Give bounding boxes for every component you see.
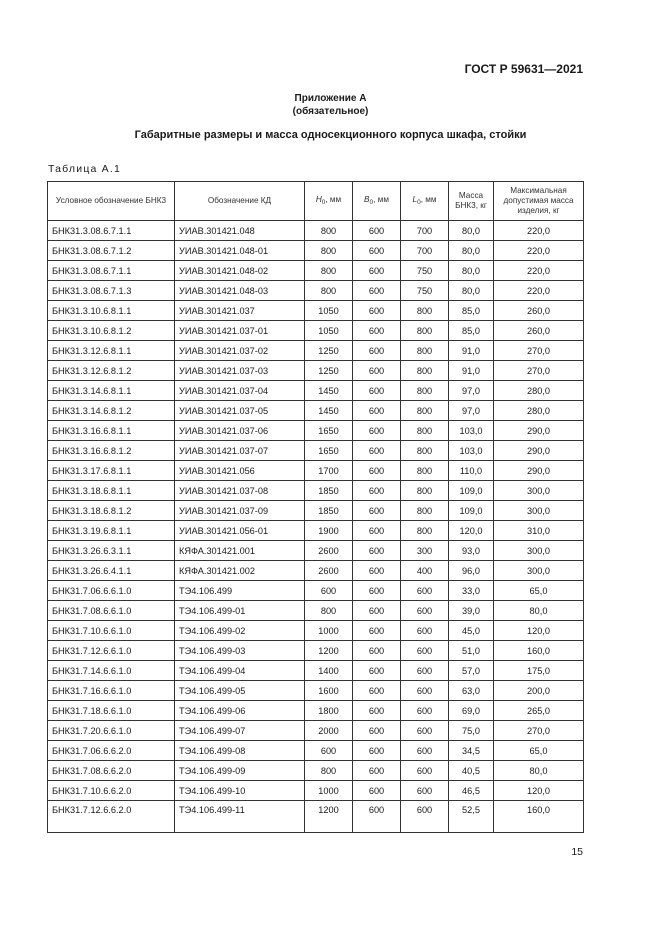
table-row (48, 781, 584, 801)
cell-l0: 700 (401, 241, 449, 261)
cell-kd: ТЭ4.106.499 (175, 581, 305, 601)
cell-mass: 110,0 (449, 461, 494, 481)
cell-b0: 600 (353, 501, 401, 521)
cell-code: БНК31.3.08.6.7.1.1 (48, 221, 175, 241)
cell-b0: 600 (353, 461, 401, 481)
table-row (48, 221, 584, 241)
cell-code: БНК31.7.16.6.6.1.0 (48, 681, 175, 701)
cell-b0: 600 (353, 381, 401, 401)
table-caption: Таблица А.1 (48, 163, 122, 175)
cell-code: БНК31.3.12.6.8.1.2 (48, 361, 175, 381)
cell-max-mass: 220,0 (494, 261, 584, 281)
cell-max-mass: 300,0 (494, 501, 584, 521)
cell-l0: 600 (401, 601, 449, 621)
cell-kd: ТЭ4.106.499-06 (175, 701, 305, 721)
cell-code: БНК31.3.08.6.7.1.2 (48, 241, 175, 261)
cell-code: БНК31.7.06.6.6.2.0 (48, 741, 175, 761)
cell-mass: 80,0 (449, 261, 494, 281)
cell-max-mass: 260,0 (494, 301, 584, 321)
cell-h0: 600 (305, 741, 353, 761)
cell-l0: 800 (401, 461, 449, 481)
cell-code: БНК31.3.26.6.3.1.1 (48, 541, 175, 561)
table-row (48, 381, 584, 401)
cell-mass: 75,0 (449, 721, 494, 741)
cell-code: БНК31.7.10.6.6.2.0 (48, 781, 175, 801)
cell-h0: 1850 (305, 501, 353, 521)
cell-l0: 800 (401, 501, 449, 521)
cell-l0: 800 (401, 401, 449, 421)
cell-max-mass: 120,0 (494, 781, 584, 801)
table-row (48, 421, 584, 441)
cell-mass: 91,0 (449, 361, 494, 381)
cell-code: БНК31.7.08.6.6.1.0 (48, 601, 175, 621)
cell-mass: 109,0 (449, 481, 494, 501)
cell-kd: ТЭ4.106.499-09 (175, 761, 305, 781)
cell-b0: 600 (353, 341, 401, 361)
cell-max-mass: 265,0 (494, 701, 584, 721)
header-l0-symbol: L (412, 194, 418, 204)
cell-kd: УИАВ.301421.037-08 (175, 481, 305, 501)
cell-h0: 1900 (305, 521, 353, 541)
document-code: ГОСТ Р 59631—2021 (464, 62, 583, 76)
cell-b0: 600 (353, 361, 401, 381)
cell-b0: 600 (353, 401, 401, 421)
table-row (48, 241, 584, 261)
cell-code: БНК31.3.12.6.8.1.1 (48, 341, 175, 361)
cell-h0: 800 (305, 221, 353, 241)
cell-code: БНК31.7.06.6.6.1.0 (48, 581, 175, 601)
cell-h0: 800 (305, 601, 353, 621)
cell-l0: 800 (401, 301, 449, 321)
table-row (48, 521, 584, 541)
cell-max-mass: 220,0 (494, 221, 584, 241)
cell-mass: 40,5 (449, 761, 494, 781)
cell-b0: 600 (353, 701, 401, 721)
cell-kd: УИАВ.301421.048-02 (175, 261, 305, 281)
page-number: 15 (571, 846, 583, 858)
cell-mass: 96,0 (449, 561, 494, 581)
header-h0-symbol: H (315, 194, 322, 204)
cell-h0: 1400 (305, 661, 353, 681)
cell-l0: 700 (401, 221, 449, 241)
cell-h0: 800 (305, 261, 353, 281)
cell-b0: 600 (353, 621, 401, 641)
cell-l0: 750 (401, 261, 449, 281)
cell-h0: 1600 (305, 681, 353, 701)
cell-b0: 600 (353, 241, 401, 261)
cell-kd: УИАВ.301421.056-01 (175, 521, 305, 541)
cell-code: БНК31.3.17.6.8.1.1 (48, 461, 175, 481)
cell-b0: 600 (353, 581, 401, 601)
cell-b0: 600 (353, 561, 401, 581)
table-row (48, 281, 584, 301)
page-title: Габаритные размеры и масса односекционного корпуса шкафа, стойки (134, 129, 527, 141)
cell-max-mass: 200,0 (494, 681, 584, 701)
cell-code: БНК31.3.18.6.8.1.1 (48, 481, 175, 501)
cell-code: БНК31.3.14.6.8.1.2 (48, 401, 175, 421)
cell-l0: 600 (401, 581, 449, 601)
table-row (48, 661, 584, 681)
table-row (48, 261, 584, 281)
cell-b0: 600 (353, 681, 401, 701)
cell-kd: УИАВ.301421.048-01 (175, 241, 305, 261)
cell-mass: 80,0 (449, 221, 494, 241)
cell-max-mass: 280,0 (494, 381, 584, 401)
table-row (48, 741, 584, 761)
cell-max-mass: 290,0 (494, 421, 584, 441)
cell-l0: 600 (401, 701, 449, 721)
cell-l0: 800 (401, 481, 449, 501)
cell-code: БНК31.3.18.6.8.1.2 (48, 501, 175, 521)
cell-h0: 1000 (305, 781, 353, 801)
cell-kd: ТЭ4.106.499-10 (175, 781, 305, 801)
cell-kd: УИАВ.301421.037-05 (175, 401, 305, 421)
table-row (48, 581, 584, 601)
cell-b0: 600 (353, 601, 401, 621)
header-b0-subscript: 0 (369, 198, 374, 206)
table-row (48, 361, 584, 381)
cell-b0: 600 (353, 761, 401, 781)
cell-kd: КЯФА.301421.002 (175, 561, 305, 581)
appendix-heading (0, 92, 661, 118)
cell-kd: УИАВ.301421.037-07 (175, 441, 305, 461)
dimensions-table (47, 181, 584, 833)
cell-h0: 800 (305, 241, 353, 261)
cell-h0: 1850 (305, 481, 353, 501)
header-l0 (401, 182, 449, 221)
cell-b0: 600 (353, 481, 401, 501)
header-code: Условное обозначение БНК3 (48, 182, 175, 221)
cell-kd: УИАВ.301421.037-02 (175, 341, 305, 361)
cell-kd: УИАВ.301421.048-03 (175, 281, 305, 301)
cell-l0: 600 (401, 681, 449, 701)
table-header-row (48, 182, 584, 221)
cell-l0: 600 (401, 781, 449, 801)
cell-h0: 1200 (305, 641, 353, 661)
cell-b0: 600 (353, 781, 401, 801)
cell-mass: 93,0 (449, 541, 494, 561)
cell-mass: 97,0 (449, 381, 494, 401)
table-row (48, 621, 584, 641)
cell-kd: ТЭ4.106.499-01 (175, 601, 305, 621)
table-row (48, 321, 584, 341)
cell-mass: 103,0 (449, 441, 494, 461)
cell-code: БНК31.3.26.6.4.1.1 (48, 561, 175, 581)
table-row (48, 541, 584, 561)
cell-kd: ТЭ4.106.499-03 (175, 641, 305, 661)
cell-max-mass: 300,0 (494, 481, 584, 501)
cell-mass: 46,5 (449, 781, 494, 801)
cell-b0: 600 (353, 301, 401, 321)
cell-l0: 300 (401, 541, 449, 561)
cell-kd: ТЭ4.106.499-04 (175, 661, 305, 681)
cell-max-mass: 260,0 (494, 321, 584, 341)
cell-max-mass: 270,0 (494, 361, 584, 381)
cell-b0: 600 (353, 741, 401, 761)
cell-b0: 600 (353, 541, 401, 561)
cell-code: БНК31.7.18.6.6.1.0 (48, 701, 175, 721)
cell-l0: 600 (401, 801, 449, 833)
table-row (48, 461, 584, 481)
header-max-mass: Максимальная допустимая масса изделия, кг (494, 182, 584, 221)
cell-max-mass: 270,0 (494, 721, 584, 741)
header-l0-unit: , мм (420, 194, 437, 204)
cell-h0: 2000 (305, 721, 353, 741)
cell-mass: 103,0 (449, 421, 494, 441)
cell-mass: 39,0 (449, 601, 494, 621)
cell-kd: УИАВ.301421.037-03 (175, 361, 305, 381)
cell-max-mass: 270,0 (494, 341, 584, 361)
cell-l0: 400 (401, 561, 449, 581)
cell-h0: 1700 (305, 461, 353, 481)
table-row (48, 501, 584, 521)
cell-mass: 97,0 (449, 401, 494, 421)
header-h0-unit: , мм (325, 194, 342, 204)
table-row (48, 701, 584, 721)
table-row (48, 641, 584, 661)
cell-mass: 63,0 (449, 681, 494, 701)
cell-code: БНК31.3.08.6.7.1.1 (48, 261, 175, 281)
cell-l0: 800 (401, 441, 449, 461)
cell-kd: ТЭ4.106.499-07 (175, 721, 305, 741)
cell-max-mass: 310,0 (494, 521, 584, 541)
table-row (48, 801, 584, 833)
table-row (48, 721, 584, 741)
cell-max-mass: 220,0 (494, 241, 584, 261)
cell-code: БНК31.7.12.6.6.2.0 (48, 801, 175, 833)
cell-code: БНК31.3.19.6.8.1.1 (48, 521, 175, 541)
table-row (48, 681, 584, 701)
header-b0-unit: , мм (373, 194, 389, 204)
cell-mass: 52,5 (449, 801, 494, 833)
cell-max-mass: 80,0 (494, 601, 584, 621)
table-row (48, 481, 584, 501)
cell-h0: 1450 (305, 381, 353, 401)
cell-b0: 600 (353, 801, 401, 833)
cell-h0: 1000 (305, 621, 353, 641)
cell-code: БНК31.3.14.6.8.1.1 (48, 381, 175, 401)
table-row (48, 761, 584, 781)
cell-kd: УИАВ.301421.037-06 (175, 421, 305, 441)
header-mass: Масса БНК3, кг (449, 182, 494, 221)
cell-h0: 1200 (305, 801, 353, 833)
cell-kd: ТЭ4.106.499-05 (175, 681, 305, 701)
cell-h0: 1800 (305, 701, 353, 721)
cell-max-mass: 120,0 (494, 621, 584, 641)
table-row (48, 561, 584, 581)
cell-b0: 600 (353, 441, 401, 461)
cell-h0: 1050 (305, 321, 353, 341)
cell-l0: 800 (401, 521, 449, 541)
cell-h0: 1650 (305, 421, 353, 441)
cell-kd: ТЭ4.106.499-02 (175, 621, 305, 641)
cell-mass: 80,0 (449, 241, 494, 261)
cell-h0: 1050 (305, 301, 353, 321)
appendix-status: (обязательное) (292, 106, 369, 117)
cell-mass: 33,0 (449, 581, 494, 601)
header-h0 (305, 182, 353, 221)
cell-b0: 600 (353, 661, 401, 681)
cell-h0: 1650 (305, 441, 353, 461)
cell-max-mass: 220,0 (494, 281, 584, 301)
cell-max-mass: 290,0 (494, 441, 584, 461)
cell-h0: 600 (305, 581, 353, 601)
cell-mass: 57,0 (449, 661, 494, 681)
cell-b0: 600 (353, 321, 401, 341)
table-row (48, 441, 584, 461)
cell-kd: УИАВ.301421.037 (175, 301, 305, 321)
table-row (48, 601, 584, 621)
header-h0-subscript: 0 (321, 198, 326, 206)
cell-h0: 800 (305, 761, 353, 781)
cell-code: БНК31.3.08.6.7.1.3 (48, 281, 175, 301)
cell-b0: 600 (353, 221, 401, 241)
cell-kd: УИАВ.301421.048 (175, 221, 305, 241)
cell-l0: 800 (401, 381, 449, 401)
cell-code: БНК31.3.10.6.8.1.1 (48, 301, 175, 321)
appendix-title: Приложение А (294, 93, 367, 104)
cell-code: БНК31.7.12.6.6.1.0 (48, 641, 175, 661)
cell-code: БНК31.7.20.6.6.1.0 (48, 721, 175, 741)
cell-kd: УИАВ.301421.037-04 (175, 381, 305, 401)
cell-code: БНК31.7.08.6.6.2.0 (48, 761, 175, 781)
cell-code: БНК31.7.10.6.6.1.0 (48, 621, 175, 641)
cell-b0: 600 (353, 421, 401, 441)
cell-l0: 600 (401, 661, 449, 681)
cell-b0: 600 (353, 641, 401, 661)
cell-code: БНК31.3.10.6.8.1.2 (48, 321, 175, 341)
cell-kd: УИАВ.301421.037-09 (175, 501, 305, 521)
cell-h0: 1250 (305, 341, 353, 361)
cell-l0: 600 (401, 721, 449, 741)
cell-h0: 1450 (305, 401, 353, 421)
cell-l0: 600 (401, 741, 449, 761)
cell-b0: 600 (353, 261, 401, 281)
header-kd: Обозначение КД (175, 182, 305, 221)
cell-l0: 800 (401, 421, 449, 441)
cell-kd: УИАВ.301421.037-01 (175, 321, 305, 341)
table-row (48, 401, 584, 421)
cell-mass: 69,0 (449, 701, 494, 721)
cell-l0: 600 (401, 761, 449, 781)
cell-kd: УИАВ.301421.056 (175, 461, 305, 481)
cell-l0: 800 (401, 361, 449, 381)
cell-l0: 800 (401, 341, 449, 361)
cell-max-mass: 65,0 (494, 581, 584, 601)
header-b0-symbol: B (364, 194, 370, 204)
cell-mass: 85,0 (449, 321, 494, 341)
cell-kd: ТЭ4.106.499-08 (175, 741, 305, 761)
cell-max-mass: 160,0 (494, 801, 584, 833)
cell-mass: 80,0 (449, 281, 494, 301)
cell-max-mass: 175,0 (494, 661, 584, 681)
cell-max-mass: 80,0 (494, 761, 584, 781)
table-row (48, 301, 584, 321)
cell-b0: 600 (353, 281, 401, 301)
header-b0 (353, 182, 401, 221)
cell-max-mass: 65,0 (494, 741, 584, 761)
cell-mass: 85,0 (449, 301, 494, 321)
cell-code: БНК31.3.16.6.8.1.2 (48, 441, 175, 461)
cell-mass: 51,0 (449, 641, 494, 661)
cell-max-mass: 300,0 (494, 541, 584, 561)
cell-h0: 1250 (305, 361, 353, 381)
cell-mass: 109,0 (449, 501, 494, 521)
cell-b0: 600 (353, 521, 401, 541)
cell-b0: 600 (353, 721, 401, 741)
cell-max-mass: 280,0 (494, 401, 584, 421)
cell-mass: 120,0 (449, 521, 494, 541)
table-body (48, 221, 584, 833)
cell-code: БНК31.3.16.6.8.1.1 (48, 421, 175, 441)
cell-l0: 800 (401, 321, 449, 341)
cell-l0: 600 (401, 621, 449, 641)
cell-code: БНК31.7.14.6.6.1.0 (48, 661, 175, 681)
header-l0-subscript: 0 (417, 198, 421, 206)
cell-max-mass: 290,0 (494, 461, 584, 481)
cell-max-mass: 300,0 (494, 561, 584, 581)
cell-h0: 800 (305, 281, 353, 301)
cell-h0: 2600 (305, 541, 353, 561)
cell-mass: 45,0 (449, 621, 494, 641)
cell-h0: 2600 (305, 561, 353, 581)
cell-l0: 750 (401, 281, 449, 301)
cell-kd: ТЭ4.106.499-11 (175, 801, 305, 833)
table-row (48, 341, 584, 361)
cell-mass: 34,5 (449, 741, 494, 761)
cell-max-mass: 160,0 (494, 641, 584, 661)
cell-l0: 600 (401, 641, 449, 661)
cell-kd: КЯФА.301421.001 (175, 541, 305, 561)
cell-mass: 91,0 (449, 341, 494, 361)
